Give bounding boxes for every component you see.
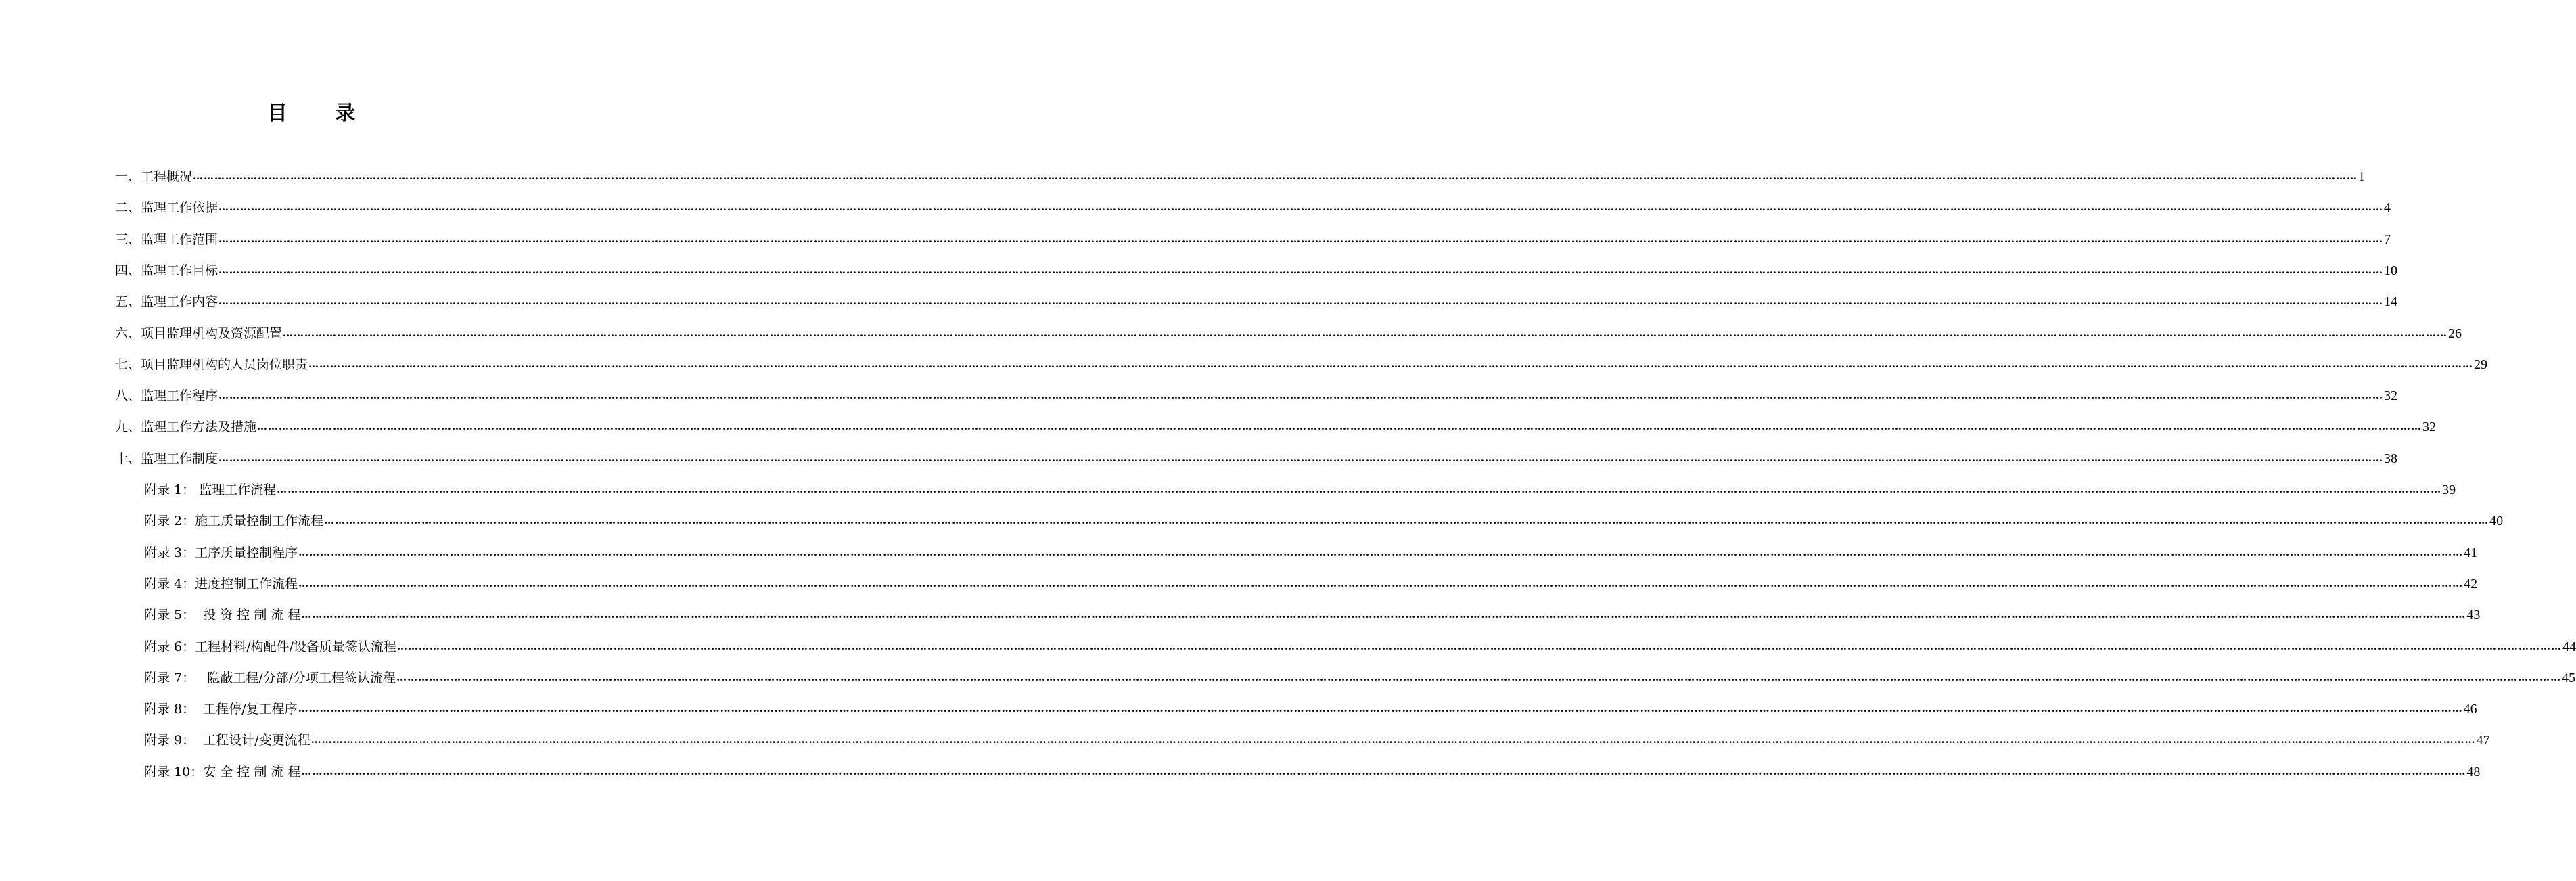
toc-entry[interactable] — [115, 292, 2398, 312]
toc-entry-page-number: 46 — [2463, 702, 2477, 717]
toc-entry-page-number: 26 — [2448, 326, 2462, 341]
toc-dot-leader: …………………………………………………………………………………………………………………………………………………………………………………………………………………………………………………………………………………………………………………………………………………………………………………………………………………………………………………………………………………………………………………………………………………… — [218, 452, 2384, 464]
toc-entry-label: 二、监理工作依据 — [115, 200, 218, 215]
toc-entry-label: 十、监理工作制度 — [115, 451, 218, 466]
toc-entry-page-number: 38 — [2384, 451, 2398, 466]
toc-entry[interactable] — [144, 605, 2481, 625]
toc-entry-page-number: 43 — [2466, 608, 2481, 623]
toc-entry-page-number: 47 — [2476, 733, 2490, 748]
toc-entry-label: 附录 10：安 全 控 制 流 程 — [144, 765, 301, 780]
toc-entry[interactable] — [144, 762, 2481, 782]
toc-entry[interactable] — [144, 543, 2478, 563]
toc-entry[interactable] — [144, 574, 2478, 594]
toc-dot-leader: …………………………………………………………………………………………………………………………………………………………………………………………………………………………………………………………………………………………………………………………………………………………………………………………………………………………………………………………………………………………………………………………………………………… — [218, 201, 2384, 213]
toc-dot-leader: …………………………………………………………………………………………………………………………………………………………………………………………………………………………………………………………………………………………………………………………………………………………………………………………………………………………………………………………………………………………………………………………………………………… — [218, 295, 2384, 307]
toc-entry-page-number: 44 — [2562, 639, 2576, 654]
toc-dot-leader: …………………………………………………………………………………………………………………………………………………………………………………………………………………………………………………………………………………………………………………………………………………………………………………………………………………………………………………………………………………………………………………………………………………… — [193, 170, 2358, 182]
toc-dot-leader: …………………………………………………………………………………………………………………………………………………………………………………………………………………………………………………………………………………………………………………………………………………………………………………………………………………………………………………………………………………………………………………………………………………… — [396, 671, 2562, 683]
toc-entry-label: 附录 3：工序质量控制程序 — [144, 545, 298, 560]
toc-entry[interactable] — [115, 229, 2391, 250]
toc-dot-leader: …………………………………………………………………………………………………………………………………………………………………………………………………………………………………………………………………………………………………………………………………………………………………………………………………………………………………………………………………………………………………………………………………………………… — [277, 483, 2442, 495]
toc-entry[interactable] — [144, 668, 2576, 688]
toc-dot-leader: …………………………………………………………………………………………………………………………………………………………………………………………………………………………………………………………………………………………………………………………………………………………………………………………………………………………………………………………………………………………………………………………………………………… — [396, 640, 2562, 652]
toc-entry-page-number: 32 — [2422, 420, 2437, 434]
toc-entry[interactable] — [144, 511, 2504, 531]
toc-title: 目 录 — [267, 101, 376, 125]
toc-entry-page-number: 42 — [2464, 577, 2478, 591]
toc-dot-leader: …………………………………………………………………………………………………………………………………………………………………………………………………………………………………………………………………………………………………………………………………………………………………………………………………………………………………………………………………………………………………………………………………………………… — [310, 733, 2476, 746]
toc-entry-label: 附录 8： 工程停/复工程序 — [144, 702, 298, 717]
toc-entry-label: 附录 1： 监理工作流程 — [144, 482, 277, 497]
toc-entry[interactable] — [115, 261, 2398, 281]
toc-dot-leader: …………………………………………………………………………………………………………………………………………………………………………………………………………………………………………………………………………………………………………………………………………………………………………………………………………………………………………………………………………………………………………………………………………………… — [298, 546, 2464, 558]
toc-entry-label: 附录 4：进度控制工作流程 — [144, 577, 298, 591]
toc-dot-leader: …………………………………………………………………………………………………………………………………………………………………………………………………………………………………………………………………………………………………………………………………………………………………………………………………………………………………………………………………………………………………………………………………………………… — [218, 264, 2384, 276]
toc-dot-leader: …………………………………………………………………………………………………………………………………………………………………………………………………………………………………………………………………………………………………………………………………………………………………………………………………………………………………………………………………………………………………………………………………………………… — [324, 514, 2489, 526]
toc-entry-label: 九、监理工作方法及措施 — [115, 420, 257, 434]
toc-entry[interactable] — [115, 198, 2391, 218]
toc-entry-page-number: 4 — [2384, 200, 2391, 215]
toc-entry-page-number: 45 — [2562, 671, 2576, 685]
toc-entry-page-number: 29 — [2474, 357, 2488, 372]
toc-entry-page-number: 32 — [2384, 388, 2398, 403]
toc-entry[interactable] — [115, 386, 2398, 406]
toc-dot-leader: …………………………………………………………………………………………………………………………………………………………………………………………………………………………………………………………………………………………………………………………………………………………………………………………………………………………………………………………………………………………………………………………………………………… — [257, 420, 2422, 432]
toc-dot-leader: …………………………………………………………………………………………………………………………………………………………………………………………………………………………………………………………………………………………………………………………………………………………………………………………………………………………………………………………………………………………………………………………………………………… — [283, 327, 2448, 339]
toc-entry-label: 附录 6：工程材料/构配件/设备质量签认流程 — [144, 639, 396, 654]
toc-entry-page-number: 10 — [2384, 263, 2398, 278]
toc-entry[interactable] — [115, 166, 2366, 187]
toc-entry-page-number: 14 — [2384, 294, 2398, 309]
toc-dot-leader: …………………………………………………………………………………………………………………………………………………………………………………………………………………………………………………………………………………………………………………………………………………………………………………………………………………………………………………………………………………………………………………………………………………… — [218, 233, 2384, 245]
toc-entry-page-number: 48 — [2466, 765, 2481, 780]
toc-entry-label: 六、项目监理机构及资源配置 — [115, 326, 283, 341]
toc-entry[interactable] — [115, 323, 2462, 344]
toc-entry[interactable] — [144, 699, 2477, 719]
toc-entry[interactable] — [115, 355, 2488, 375]
toc-entry-label: 附录 7： 隐蔽工程/分部/分项工程签认流程 — [144, 671, 396, 685]
toc-entry-page-number: 7 — [2384, 232, 2391, 247]
toc-entry[interactable] — [115, 449, 2398, 469]
toc-dot-leader: …………………………………………………………………………………………………………………………………………………………………………………………………………………………………………………………………………………………………………………………………………………………………………………………………………………………………………………………………………………………………………………………………………………… — [308, 358, 2474, 370]
toc-entry-label: 五、监理工作内容 — [115, 294, 218, 309]
toc-entry-label: 附录 2：施工质量控制工作流程 — [144, 514, 324, 528]
toc-entry-label: 附录 9： 工程设计/变更流程 — [144, 733, 310, 748]
toc-entry[interactable] — [144, 637, 2576, 657]
toc-entry[interactable] — [144, 480, 2456, 500]
toc-entry-page-number: 40 — [2489, 514, 2504, 528]
toc-entry-label: 附录 5： 投 资 控 制 流 程 — [144, 608, 301, 623]
toc-entry-label: 一、工程概况 — [115, 169, 193, 184]
toc-entry-label: 七、项目监理机构的人员岗位职责 — [115, 357, 308, 372]
toc-dot-leader: …………………………………………………………………………………………………………………………………………………………………………………………………………………………………………………………………………………………………………………………………………………………………………………………………………………………………………………………………………………………………………………………………………………… — [298, 577, 2464, 589]
toc-dot-leader: …………………………………………………………………………………………………………………………………………………………………………………………………………………………………………………………………………………………………………………………………………………………………………………………………………………………………………………………………………………………………………………………………………………… — [301, 608, 2466, 620]
toc-dot-leader: …………………………………………………………………………………………………………………………………………………………………………………………………………………………………………………………………………………………………………………………………………………………………………………………………………………………………………………………………………………………………………………………………………………… — [301, 765, 2466, 777]
toc-entry-label: 三、监理工作范围 — [115, 232, 218, 247]
toc-entry-page-number: 1 — [2358, 169, 2366, 184]
toc-entry-page-number: 39 — [2442, 482, 2456, 497]
toc-dot-leader: …………………………………………………………………………………………………………………………………………………………………………………………………………………………………………………………………………………………………………………………………………………………………………………………………………………………………………………………………………………………………………………………………………………… — [218, 389, 2384, 401]
toc-entry-label: 八、监理工作程序 — [115, 388, 218, 403]
toc-entry[interactable] — [115, 417, 2437, 437]
toc-entry-label: 四、监理工作目标 — [115, 263, 218, 278]
toc-entry-page-number: 41 — [2464, 545, 2478, 560]
toc-entry[interactable] — [144, 730, 2490, 750]
toc-dot-leader: …………………………………………………………………………………………………………………………………………………………………………………………………………………………………………………………………………………………………………………………………………………………………………………………………………………………………………………………………………………………………………………………………………………… — [298, 702, 2463, 715]
